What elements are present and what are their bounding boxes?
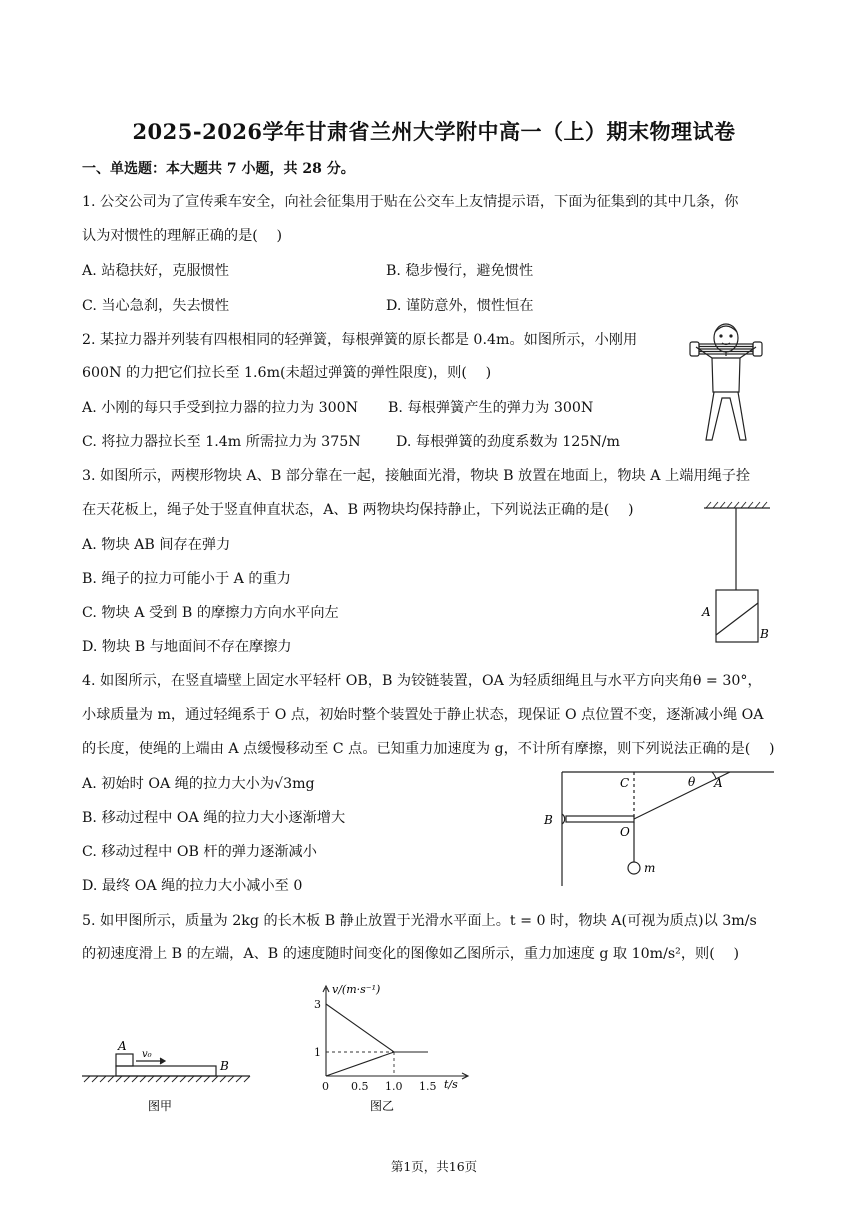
q3-stem-line1: 3. 如图所示，两楔形物块 A、B 部分靠在一起，接触面光滑，物块 B 放置在地面上，物块 A 上端用绳子拴 (82, 468, 751, 484)
label-b: B (760, 627, 769, 641)
label-c: C (620, 776, 630, 790)
label-m: m (644, 861, 656, 875)
label-o: O (620, 825, 630, 839)
q1-stem-line2: 认为对惯性的理解正确的是( ) (82, 228, 283, 244)
label-b: B (220, 1059, 229, 1073)
q2-stem-line1: 2. 某拉力器并列装有四根相同的轻弹簧，每根弹簧的原长都是 0.4m。如图所示，小刚用 (82, 332, 638, 348)
label-v0: v₀ (142, 1049, 152, 1060)
q5-figure-yi-vt-graph (300, 980, 480, 1114)
q4-option-a: A. 初始时 OA 绳的拉力大小为√3mg (82, 776, 315, 792)
q2-option-c: C. 将拉力器拉长至 1.4m 所需拉力为 375N (82, 434, 361, 450)
q3-option-a: A. 物块 AB 间存在弹力 (82, 537, 231, 553)
x-tick-label: 0.5 (351, 1080, 369, 1093)
q1-option-c: C. 当心急刹，失去惯性 (82, 298, 230, 314)
x-tick-label: 0 (322, 1080, 329, 1093)
q4-stem-line1: 4. 如图所示，在竖直墙壁上固定水平轻杆 OB，B 为铰链装置，OA 为轻质细绳且与水平方向夹角θ = 30°， (82, 673, 762, 689)
q4-option-b: B. 移动过程中 OA 绳的拉力大小逐渐增大 (82, 810, 346, 826)
ball (628, 862, 640, 874)
person-head (714, 324, 738, 352)
page-footer: 第1页，共16页 (390, 1159, 478, 1174)
series-line-1 (326, 1004, 428, 1052)
label-b: B (544, 813, 553, 827)
q3-option-c: C. 物块 A 受到 B 的摩擦力方向水平向左 (82, 605, 339, 621)
label-theta: θ (688, 775, 696, 789)
person-torso (712, 358, 740, 392)
q3-figure-wedges (700, 500, 780, 650)
y-axis-label: v/(m·s⁻¹) (332, 983, 381, 996)
left-handle (690, 342, 699, 356)
q1-stem-line1: 1. 公交公司为了宣传乘车安全，向社会征集用于贴在公交车上友情提示语，下面为征集到的其中几条，你 (82, 194, 739, 210)
q4-stem-line2: 小球质量为 m，通过轻绳系于 O 点，初始时整个装置处于静止状态，现保证 O 点位置不变，逐渐减小绳 OA (82, 707, 764, 723)
block-outline (716, 590, 758, 642)
x-axis-label: t/s (444, 1078, 458, 1091)
section-heading-single-choice: 一、单选题：本大题共 7 小题，共 28 分。 (82, 161, 355, 177)
block-a (116, 1054, 133, 1066)
q2-option-d: D. 每根弹簧的劲度系数为 125N/m (396, 434, 621, 450)
q4-figure-wall-rod-rope (540, 766, 780, 888)
q4-stem-line3: 的长度，使绳的上端由 A 点缓慢移动至 C 点。已知重力加速度为 g，不计所有摩擦，则下列说法正确的是( ) (82, 741, 775, 757)
q3-stem-line2: 在天花板上，绳子处于竖直伸直状态，A、B 两物块均保持静止，下列说法正确的是( ) (82, 502, 634, 518)
q2-option-b: B. 每根弹簧产生的弹力为 300N (388, 400, 594, 416)
y-tick-label: 1 (314, 1046, 321, 1059)
label-a: A (118, 1039, 127, 1053)
wedge-interface (716, 603, 758, 635)
label-a: A (702, 605, 711, 619)
rod-ob (566, 816, 634, 822)
q2-option-a: A. 小刚的每只手受到拉力器的拉力为 300N (82, 400, 359, 416)
q4-option-c: C. 移动过程中 OB 杆的弹力逐渐减小 (82, 844, 317, 860)
board-b (116, 1066, 216, 1076)
q2-figure-person-stretching (686, 322, 766, 446)
x-tick-label: 1.5 (419, 1080, 437, 1093)
q5-stem-line2: 的初速度滑上 B 的左端，A、B 的速度随时间变化的图像如乙图所示，重力加速度 g 取 10m/s²，则( ) (82, 946, 740, 962)
caption-yi: 图乙 (370, 1099, 395, 1113)
series-line-2 (326, 1052, 428, 1076)
q3-option-b: B. 绳子的拉力可能小于 A 的重力 (82, 571, 291, 587)
q1-option-a: A. 站稳扶好，克服惯性 (82, 263, 229, 279)
q1-option-d: D. 谨防意外，惯性恒在 (386, 298, 534, 314)
q3-option-d: D. 物块 B 与地面间不存在摩擦力 (82, 639, 292, 655)
right-handle (753, 342, 762, 356)
q5-stem-line1: 5. 如甲图所示，质量为 2kg 的长木板 B 静止放置于光滑水平面上。t = 0 时，物块 A(可视为质点)以 3m/s (82, 913, 757, 929)
caption-jia: 图甲 (148, 1099, 173, 1113)
y-tick-label: 3 (314, 998, 321, 1011)
label-a: A (714, 776, 723, 790)
q2-stem-line2: 600N 的力把它们拉长至 1.6m(未超过弹簧的弹性限度)，则( ) (82, 365, 492, 381)
q1-option-b: B. 稳步慢行，避免惯性 (386, 263, 534, 279)
q4-option-d: D. 最终 OA 绳的拉力大小减小至 0 (82, 878, 303, 894)
q5-figure-jia (78, 1036, 258, 1120)
x-tick-label: 1.0 (385, 1080, 403, 1093)
page-title: 2025-2026学年甘肃省兰州大学附中高一（上）期末物理试卷 (132, 119, 736, 144)
